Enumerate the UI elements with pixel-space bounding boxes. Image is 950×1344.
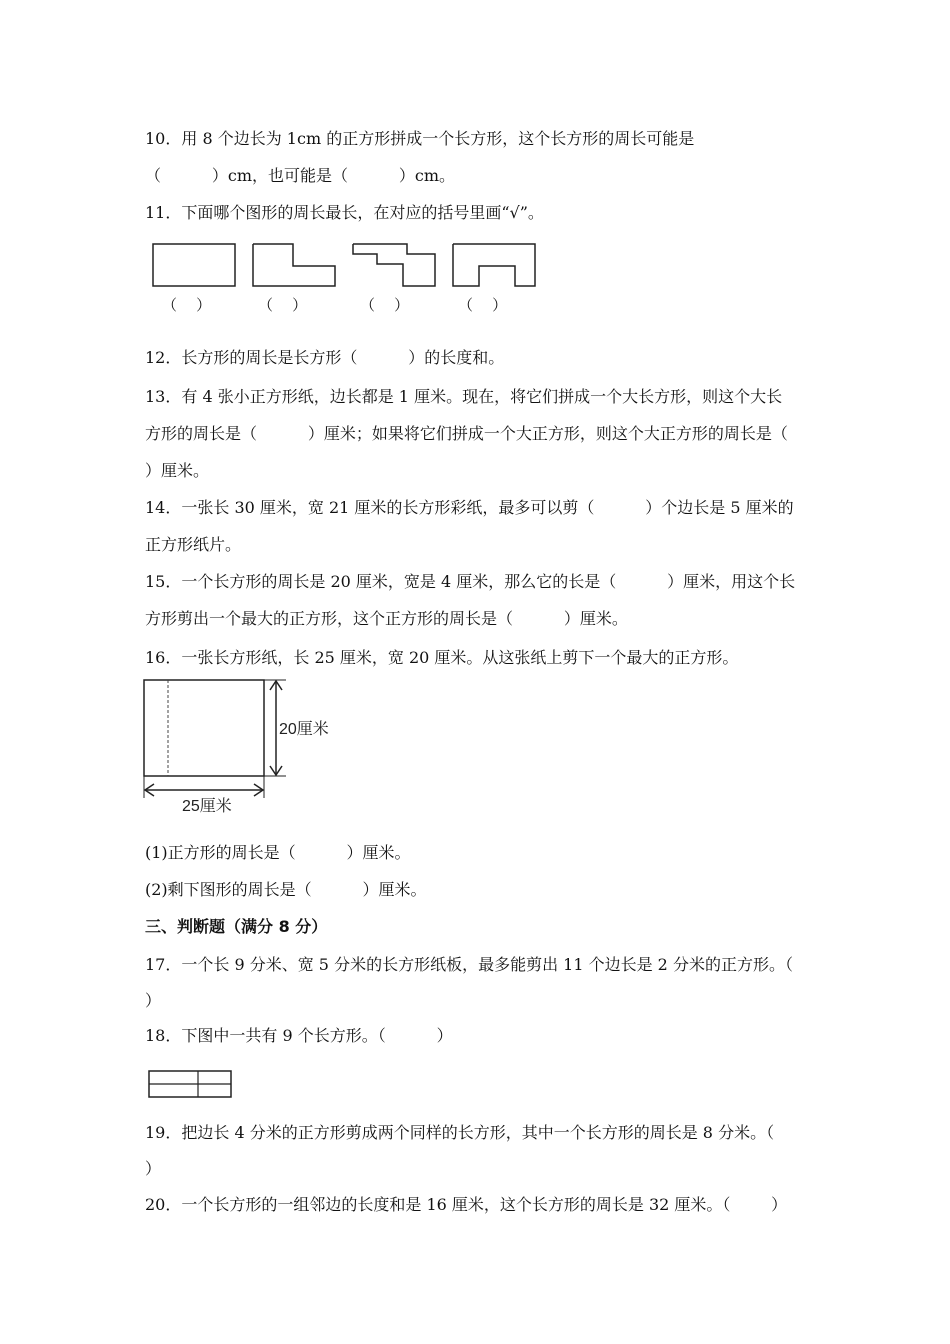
q16-height-label: 20厘米	[279, 721, 329, 738]
q13-line3: ）厘米。	[145, 461, 210, 480]
q13-line1: 13．有 4 张小正方形纸，边长都是 1 厘米。现在，将它们拼成一个大长方形，则这个大长	[145, 387, 783, 406]
q16-width-label: 25厘米	[182, 798, 232, 815]
q19-line2: ）	[145, 1159, 162, 1178]
q18-line1: 18．下图中一共有 9 个长方形。（ ）	[145, 1026, 453, 1045]
section-3-title: 三、判断题（满分 8 分）	[145, 917, 328, 936]
q15-line1: 15．一个长方形的周长是 20 厘米，宽是 4 厘米，那么它的长是（ ）厘米，用这个长	[145, 572, 796, 591]
q11-line1: 11．下面哪个图形的周长最长，在对应的括号里画“√”。	[145, 203, 544, 222]
q16-paper-rectangle	[144, 680, 264, 776]
q17-line1: 17．一个长 9 分米、宽 5 分米的长方形纸板，最多能剪出 11 个边长是 2 分米的正方形。（	[145, 955, 793, 974]
q11-shape-double-step	[353, 244, 435, 286]
q16-line1: 16．一张长方形纸，长 25 厘米，宽 20 厘米。从这张纸上剪下一个最大的正方形。	[145, 648, 739, 667]
q11-shapes-figure	[145, 236, 545, 292]
q13-line2: 方形的周长是（ ）厘米；如果将它们拼成一个大正方形，则这个大正方形的周长是（	[145, 424, 788, 443]
q11-shape-step-corner	[253, 244, 335, 286]
q15-line2: 方形剪出一个最大的正方形，这个正方形的周长是（ ）厘米。	[145, 609, 628, 628]
q19-line1: 19．把边长 4 分米的正方形剪成两个同样的长方形，其中一个长方形的周长是 8 分米。（	[145, 1123, 775, 1142]
q11-shape-rectangle	[153, 244, 235, 286]
q16-rectangle-figure	[138, 672, 348, 818]
q10-line1: 10．用 8 个边长为 1cm 的正方形拼成一个长方形，这个长方形的周长可能是	[145, 129, 695, 148]
q11-answer-blank-2[interactable]: （ ）	[258, 296, 308, 314]
q11-shape-notched	[453, 244, 535, 286]
q14-line2: 正方形纸片。	[145, 535, 242, 554]
q17-line2: ）	[145, 991, 162, 1010]
q16-sub2: (2)剩下图形的周长是（ ）厘米。	[145, 880, 427, 899]
q11-answer-blank-4[interactable]: （ ）	[458, 296, 508, 314]
q11-answer-blank-3[interactable]: （ ）	[360, 296, 410, 314]
q14-line1: 14．一张长 30 厘米，宽 21 厘米的长方形彩纸，最多可以剪（ ）个边长是 5 厘米的	[145, 498, 794, 517]
q18-grid-figure	[146, 1068, 236, 1102]
q11-answer-blank-1[interactable]: （ ）	[162, 296, 212, 314]
q10-line2: （ ）cm，也可能是（ ）cm。	[145, 166, 455, 185]
q20-line1: 20．一个长方形的一组邻边的长度和是 16 厘米，这个长方形的周长是 32 厘米。（ ）	[145, 1195, 788, 1214]
q16-sub1: (1)正方形的周长是（ ）厘米。	[145, 843, 411, 862]
q12-line1: 12．长方形的周长是长方形（ ）的长度和。	[145, 348, 505, 367]
